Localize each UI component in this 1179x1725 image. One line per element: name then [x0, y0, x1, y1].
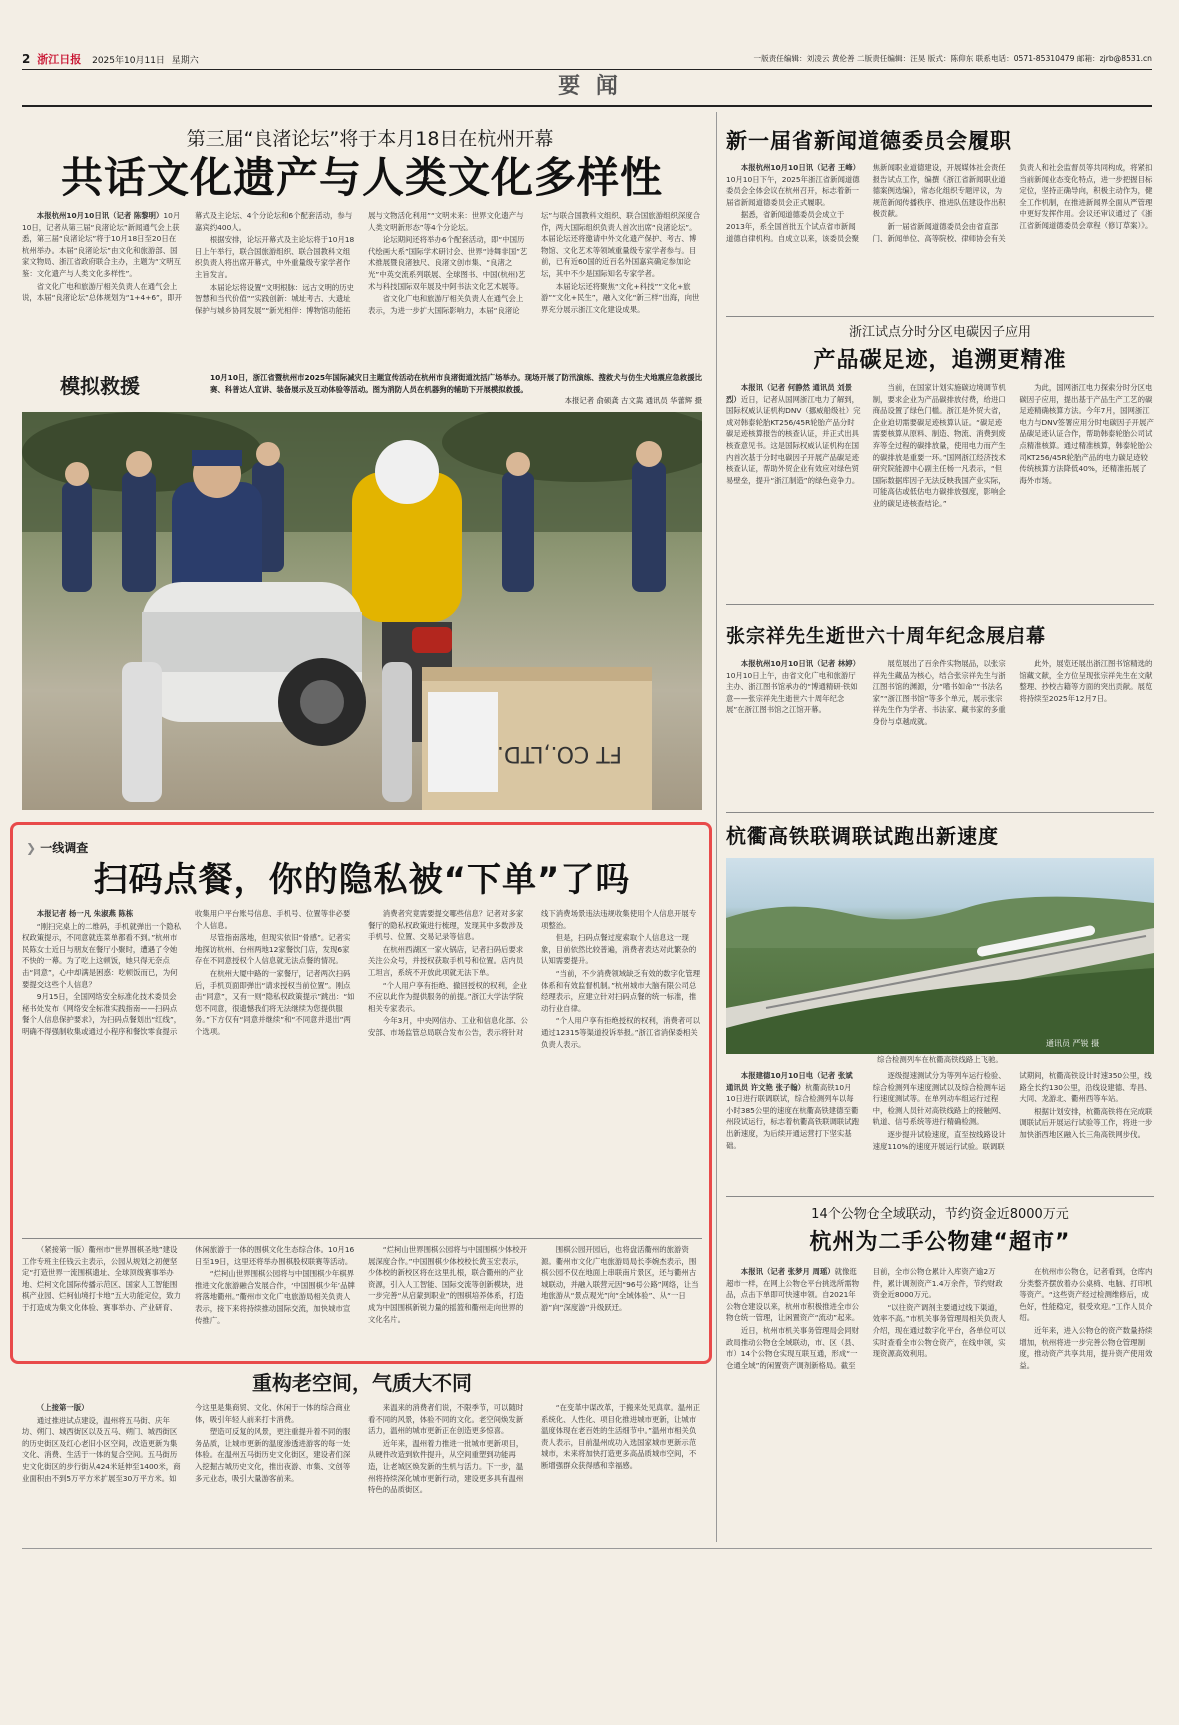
carbon-body	[726, 382, 1154, 598]
lead-dateline: 本报杭州10月10日讯（记者 陈黎明）	[36, 211, 164, 220]
investigation-paragraph: 消费者究竟需要提交哪些信息？记者对多家餐厅的隐私权政策进行梳理，发现其中多数涉及手机号、位置、交易记录等信息。	[368, 909, 524, 942]
bottom-story-body	[22, 1402, 702, 1542]
continued-paragraph: “烂柯山世界围棋公园将与中国围棋少年棋界推进文化旅游融合发展合作，‘中国围棋少年’品牌将落地衢州。”衢州市文化广电旅游局相关负责人表示，接下来将持续推动国际交流，加快城市宣传推广。	[195, 1269, 355, 1325]
lead-paragraph: 10月10日，记者从第三届“良渚论坛”新闻通气会上获悉，第三届“良渚论坛”将于10月18日至20日在杭州举办。本届“良渚论坛”由文化和旅游部、国家文物局、浙江省政府联合主办，主题为“文明互鉴：文化遗产与人类文化多样性”。	[22, 211, 182, 278]
rail-paragraph: 逐级提速测试分为等列车运行检验、综合检测列车速度测试以及综合检测车运行速度测试等。在单列动车组运行过程中，检测人员针对高铁线路上的接触网、轨道、信号系统等进行精确检测。	[872, 1071, 1006, 1127]
investigation-paragraph: “个人用户享有拒绝授权的权利，消费者可以通过12315等渠道投诉举报。”浙江省消保委相关负责人表示。	[541, 1016, 701, 1049]
memorial-headline: 张宗祥先生逝世六十周年纪念展启幕	[726, 625, 1047, 647]
ethics-divider	[726, 316, 1154, 317]
investigation-paragraph: 但是，扫码点餐过度索取个人信息这一现象，目前依然比较普遍，消费者表达对此繁杂的认知需要提升。	[541, 933, 697, 966]
bottom-story-continuation: （上接第一版）	[36, 1403, 89, 1412]
masthead	[22, 50, 1152, 68]
paper-name: 浙江日报	[37, 53, 82, 66]
lead-kicker: 第三届“良渚论坛”将于本月18日在杭州开幕	[186, 128, 554, 150]
rail-photo-credit: 通讯员 严锐 摄	[1046, 1039, 1100, 1048]
investigation-paragraph: “当前，不少消费领域缺乏有效的数字化管理体系和有效监督机制。”杭州城市大脑有限公司总经理表示，应建立针对扫码点餐的统一标准，推动行业自律。	[541, 968, 701, 1013]
bottom-story-paragraph: 通过推进试点建设，温州将五马街、庆年坊、朔门、城西街区以及五马、朔门、城西街区的历史街区及红心老旧小区空间，改造更新为集文化、消费、生活于一体的复合空间。五马街历史文化街区的步行街从424米延伸至1400米，商业面积由不到5万平方米扩展至30万平方米。如今这里是集商贸、文化、休闲于一体的综合商业体，吸引年轻人前来打卡消费。	[22, 1403, 351, 1483]
continued-paragraph: 围棋公园开园后，也将盘活衢州的旅游资源。衢州市文化广电旅游局局长李婉杰表示，围棋公园不仅在地面上串联南片景区，还与衢州古城联动，并融入联营元因“96号公路”网络，让当地旅游从“景点观光”向“全域体验”、从“一日游”向“深度游”升级跃迁。	[541, 1245, 699, 1312]
continued-paragraph: （紧接第一版）衢州市“世界围棋圣地”建设工作专班主任钱云主表示，公园从规划之初便坚定“打造世界一流围棋遗址、全球顶级赛事举办地、烂柯文化国际传播示范区、国家人工智能围棋产业园、烂柯仙境打卡地”五大功能定位，致力于打造成为集文化体验、赛事举办、产业研育、休闲旅游于一体的围棋文化生态综合体。10月16日至19日，这里还将举办围棋股权联赛等活动。	[22, 1245, 355, 1312]
market-kicker: 14个公物仓全域联动，节约资金近8000万元	[811, 1207, 1069, 1222]
memorial-paragraph: 10月10日上午，由省文化广电和旅游厅主办、浙江图书馆承办的“博通精研·铁如意——张宗祥先生逝世六十周年纪念展”在浙江图书馆之江馆开幕。	[726, 670, 858, 715]
page-bottom-rule	[22, 1548, 1152, 1549]
rail-dateline: 本报建德10月10日电（记者 张斌 通讯员 许文艳 张子翰）	[726, 1071, 853, 1092]
market-paragraph: 在杭州市公物仓，记者看到，仓库内分类整齐摆放着办公桌椅、电脑、打印机等资产。“这些资产经过检测维修后，成色好，性能稳定，很受欢迎。”工作人员介绍。	[1019, 1267, 1153, 1323]
market-headline: 杭州为二手公物建“超市”	[809, 1230, 1071, 1255]
photo-story-credit: 本报记者 俞硕龚 古文嵩 通讯员 华蕾辉 摄	[564, 396, 702, 406]
bottom-story-paragraph: 塑造可反复的风景，更注重提升着不同的服务品质，让城市更新的温度渗透进游客的每一处体验。在温州五马街历史文化街区，建设者们深入挖掘古城历史文化，推出夜游、市集、文创等多元业态，吸引大量游客前来。	[195, 1427, 351, 1483]
investigation-byline: 本报记者 杨一凡 朱淑燕 陈栋	[36, 909, 134, 918]
investigation-headline: 扫码点餐，你的隐私被“下单”了吗	[93, 860, 631, 900]
carbon-dateline: 本报讯（记者 何静然 通讯员 刘景烈）	[726, 383, 852, 404]
memorial-dateline: 本报杭州10月10日讯（记者 林婷）	[740, 659, 861, 668]
carbon-headline: 产品碳足迹，追溯更精准	[813, 348, 1067, 373]
rail-paragraph: 杭衢高铁10月10日进行联调联试，综合检测列车以每小时385公里的速度在杭衢高铁建德至衢州段试运行，标志着杭衢高铁联调联试跑出新速度，为后续开通运营打下坚实基础。	[726, 1082, 860, 1150]
crate-text: FT CO.,LTD.	[496, 741, 622, 766]
investigation-paragraph: “个人用户享有拒绝、撤回授权的权利，企业不应以此作为提供服务的前提。”浙江大学法学院相关专家表示。	[368, 980, 528, 1013]
carbon-kicker: 浙江试点分时分区电碳因子应用	[848, 325, 1031, 340]
market-body	[726, 1266, 1154, 1542]
rail-paragraph: 逐步提升试验速度，直至按线路设计速度110%的速度开展运行试验。联调联试期间，杭衢高铁设计时速350公里，线路全长约130公里，沿线设建德、寿昌、大同、龙游北、衢州西等车站。	[872, 1071, 1152, 1151]
rail-photo-illustration	[726, 858, 1154, 1054]
market-dateline: 本报讯（记者 张梦月 周瑶）	[740, 1267, 835, 1276]
lead-paragraph: 本届论坛将设置“文明根脉：远古文明的历史智慧和当代价值”“实践创新：城址考古、大遗址保护与城乡协同发展”“新光相伴：博物馆功能拓展与文物活化利用”“文明未来：世界文化遗产与人类文明新形态”等4个分论坛。	[195, 211, 524, 315]
carbon-paragraph: 为此，国网浙江电力探索分时分区电碳因子应用，提出基于产品生产工艺的碳足迹精确核算方法。今年7月，国网浙江电力与DNV签署应用分时电碳因子开展产品碳足迹认证合作，帮助韩泰轮胎公司试点精准核算。通过精准核算，韩泰轮胎公司KT256/45R轮胎产品的电力碳足迹较传统核算方法降低40%，还精准拓展了海外市场。	[1019, 383, 1154, 485]
bottom-story-paragraph: 来温来的消费者们说，不限季节，可以随时看不同的风景，体验不同的文化。老空间焕发新活力，温州的城市更新正在创造更多惊喜。	[368, 1403, 524, 1436]
investigation-paragraph: “刚扫完桌上的二维码，手机就弹出一个隐私权政策提示，不同意就连菜单都看不到。”杭州市民陈女士近日与朋友在餐厅小聚时，遭遇了令她不快的一幕。为了吃上这顿饭，她只得无奈点击“同意”，心中却满是困惑：吃顿饭而已，为何要提交这些个人信息？	[22, 921, 182, 989]
bottom-story-paragraph: 近年来，温州着力推进一批城市更新项目，从硬件改造到软件提升，从空间重塑到功能再造，让老城区焕发新的生机与活力。下一步，温州将持续深化城市更新行动，建设更多具有温州特色的品质街区。	[368, 1438, 524, 1495]
lead-body	[22, 210, 702, 360]
tag-chevron-icon: ❯	[26, 841, 37, 855]
market-paragraph: 近年来，进入公物仓的资产数量持续增加，杭州将进一步完善公物仓管理制度，推动资产共享共用，提升资产使用效益。	[1019, 1325, 1153, 1370]
market-paragraph: 就像逛超市一样，在网上公物仓平台挑选所需物品，点击下单即可快速申领。自2021年公物仓建设以来，杭州市积极推进全市公物仓统一管理，让闲置资产“流动”起来。	[726, 1267, 860, 1323]
editor-credits: 一版责任编辑：刘凌云 黄伦善 二版责任编辑：汪昊 版式：陈仰东 联系电话：0571-85310479 邮箱：zjrb@8531.cn	[753, 54, 1152, 63]
rail-photo	[726, 858, 1154, 1054]
rail-paragraph: 根据计划安排，杭衢高铁将在完成联调联试后开展运行试验等工作，将进一步加快浙西地区融入长三角高铁网步伐。	[1019, 1106, 1153, 1139]
investigation-paragraph: 在杭州西湖区一家火锅店，记者扫码后要求关注公众号，并授权获取手机号和位置。店内员工坦言，系统不开放此项就无法下单。	[368, 944, 524, 977]
section-title: 要 闻	[558, 74, 622, 99]
lead-paragraph: 根据安排，论坛开幕式及主论坛将于10月18日上午举行，联合国旅游组织、联合国教科文组织负责人将出席开幕式，中外重量级专家学者作主旨发言。	[195, 235, 355, 279]
column-divider	[716, 112, 717, 1542]
rescue-photo-illustration	[22, 412, 702, 810]
rail-divider	[726, 1196, 1154, 1197]
investigation-paragraph: 在杭州大厦中路的一家餐厅，记者两次扫码后，手机页面即弹出“请求授权当前位置”。刚点击“同意”，又有一则“隐私权政策提示”跳出：“如您不同意，很遗憾我们将无法继续为您提供服务。”下方仅有“同意并继续”和“不同意并退出”两个选项。	[195, 968, 355, 1036]
rail-photo-caption: 综合检测列车在杭衢高铁线路上飞驰。	[877, 1055, 1003, 1064]
lead-paragraph: 本届论坛还将聚焦“文化+科技”“文化+旅游”“文化+民生”，融入文化“新三样”出海，向世界充分展示浙江文化建设成果。	[541, 281, 700, 314]
ethics-body	[726, 162, 1154, 312]
investigation-paragraph: 尽管指南落地，但现实依旧“骨感”。记者实地探访杭州、台州两地12家餐饮门店，发现6家存在不同意授权个人信息就无法点餐的情况。	[195, 933, 351, 966]
market-paragraph: 近日，杭州市机关事务管理局会同财政局推动公物仓全域联动，市、区（县、市）14个公物仓实现互联互通，形成“一仓通全域”的闲置资产调剂新格局。截至目前，全市公物仓累计入库资产逾2万件，累计调剂资产1.4万余件，节约财政资金近8000万元。	[726, 1267, 1003, 1370]
memorial-divider	[726, 812, 1154, 813]
continued-paragraph: “烂柯山世界围棋公园将与中国围棋少体校开展深度合作。”中国围棋少体校校长黄玉宏表示，少体校的新校区将在这里扎根，联合衢州的产业资源，引入人工智能、国际交流等创新模块，进一步完善“从启蒙到职业”的围棋培养体系，打造成为中国围棋新锐力量的摇篮和衢州走向世界的文化名片。	[368, 1245, 528, 1324]
lead-paragraph: 论坛期间还将举办6个配套活动，即“中国历代绘画大系”国际学术研讨会、世界“诗舞非国”艺术推展暨良渚独尺、良渚文创市集、“良渚之光”中英交流系列联展、全球图书、中国(杭州)艺术与科技国际双年展及中阿书法文化艺术展等。	[368, 235, 528, 291]
rail-headline: 杭衢高铁联调联试跑出新速度	[726, 824, 999, 848]
market-paragraph: “以往资产调剂主要通过线下渠道，效率不高。”市机关事务管理局相关负责人介绍，现在通过数字化平台，各单位可以实时查看全市公物仓资产，在线申领，实现资源高效利用。	[872, 1302, 1006, 1359]
lead-paragraph: 省文化广电和旅游厅相关负责人在通气会上说，本届“良渚论坛”总体规划为“1+4+6”，即开幕式及主论坛、4个分论坛和6个配套活动，参与嘉宾约400人。	[22, 211, 353, 303]
investigation-paragraph: 9月15日，全国网络安全标准化技术委员会秘书处发布《网络安全标准实践指南——扫码点餐个人信息保护要求》，为扫码点餐划出“红线”，明确不得强制收集或通过小程序和餐饮零食提示收集用户平台账号信息、手机号、位置等非必要个人信息。	[22, 909, 351, 1036]
bottom-story-headline: 重构老空间，气质大不同	[252, 1371, 472, 1395]
carbon-divider	[726, 604, 1154, 605]
ethics-paragraph: 新一届省新闻道德委员会由省直部门、新闻单位、高等院校、律师协会有关负责人和社会监督员等共同构成，将紧扣当前新闻业态变化特点，进一步把握目标定位，坚持正确导向，积极主动作为，健全工作机制，在推进新闻界全面从严管理中更好发挥作用。会议还审议通过了《浙江省新闻道德委员会章程（修订草案）》。	[872, 163, 1153, 243]
photo-story-caption-block	[210, 372, 702, 414]
investigation-tag-label: 一线调查	[40, 841, 89, 855]
investigation-highlight-frame	[10, 822, 712, 1364]
memorial-body	[726, 658, 1154, 804]
memorial-paragraph: 展览展出了百余件实物展品，以张宗祥先生藏品为核心，结合张宗祥先生与浙江图书馆的渊源，分“嗜书如命”“书法名家”“浙江图书馆”等多个单元，展示张宗祥先生作为学者、书法家、藏书家的多重身份与卓越成就。	[872, 659, 1006, 726]
ethics-headline: 新一届省新闻道德委员会履职	[726, 129, 1012, 153]
investigation-paragraph: 今年3月，中央网信办、工业和信息化部、公安部、市场监管总局联合发布公告，表示将针对线下消费场景违法违规收集使用个人信息开展专项整治。	[368, 909, 697, 1037]
issue-date: 2025年10月11日	[92, 56, 165, 66]
section-rule	[22, 105, 1152, 107]
photo-story-caption: 10月10日，浙江省暨杭州市2025年国际减灾日主题宣传活动在杭州市良渚街道沈括广场举办。现场开展了防汛演练、搜救犬与仿生犬地震应急救援比赛、科普达人宣讲、装备展示及互动体验等活动。图为消防人员在机器狗的辅助下开展模拟救援。	[210, 373, 702, 394]
carbon-paragraph: 当前，在国家计划实施碳边境调节机制，要求企业为产品碳排放付费，给进口商品设置了绿色门槛。浙江是外贸大省，企业迫切需要碳足迹核算认证。“碳足迹需要核算从原料、制造、物流、消费到废弃等全过程的碳排放量，使用电力而产生的碳排放是重要一环。”国网浙江经济技术研究院能源中心副主任杨一凡表示，“但国际数据库因子无法反映我国产业实际，可能高估或低估电力碳排放强度，影响企业的碳足迹核查结论。”	[872, 383, 1006, 508]
bottom-story-paragraph: “在变革中谋改革，于搬来处见真章。温州正系统化、人性化、项目化推进城市更新，让城市温度体现在老百姓的生活细节中。”温州市相关负责人表示，目前温州成功入选国家城市更新示范城市，未来将加快打造更多高品质城市空间，不断增强群众获得感和幸福感。	[541, 1403, 701, 1470]
memorial-paragraph: 此外，展览还展出浙江图书馆精选的馆藏文献，全方位呈现张宗祥先生在文献整理、抄校古籍等方面的突出贡献。展览将持续至2025年12月7日。	[1019, 659, 1153, 703]
ethics-paragraph: 据悉，省新闻道德委员会成立于2013年，系全国首批五个试点省市新闻道德自律机构。自成立以来，该委员会聚焦新闻职业道德建设，开展媒体社会责任报告试点工作，编撰《浙江省新闻职业道德案例选编》，常态化组织专题评议，为规范新闻传播秩序、推进队伍建设作出积极贡献。	[726, 163, 1006, 243]
issue-weekday: 星期六	[171, 56, 199, 66]
page-number: 2	[22, 52, 31, 66]
ethics-dateline: 本报杭州10月10日讯（记者 王峰）	[740, 163, 861, 172]
lead-headline: 共话文化遗产与人类文化多样性	[60, 153, 663, 202]
rail-body	[726, 1070, 1154, 1190]
carbon-paragraph: 近日，记者从国网浙江电力了解到，国际权威认证机构DNV（挪威船级社）完成对韩泰轮胎KT256/45R轮胎产品分时碳足迹核算报告的核查认证，并正式出具核查意见书。这是国际权威认证机构在国内首次基于分时电碳因子开展产品碳足迹核查认证，帮助外贸企业有效应对绿色贸易壁垒，提升“浙江制造”的绿色竞争力。	[726, 394, 861, 485]
rescue-photo	[22, 412, 702, 810]
photo-story-title: 模拟救援	[60, 374, 140, 398]
lead-paragraph: 省文化广电和旅游厅相关负责人在通气会上表示，为进一步扩大国际影响力，本届“良渚论坛”与联合国教科文组织、联合国旅游组织深度合作，两大国际组织负责人首次出席“良渚论坛”。本届论坛还将邀请中外文化遗产保护、考古、博物馆、文化艺术等领域重量级专家学者参与。目前，已有近60国的近百名外国嘉宾确定参加论坛，其中不少是国际知名专家学者。	[368, 211, 701, 315]
ethics-paragraph: 10月10日下午，2025年浙江省新闻道德委员会全体会议在杭州召开，标志着新一届省新闻道德委员会正式履职。	[726, 174, 860, 207]
